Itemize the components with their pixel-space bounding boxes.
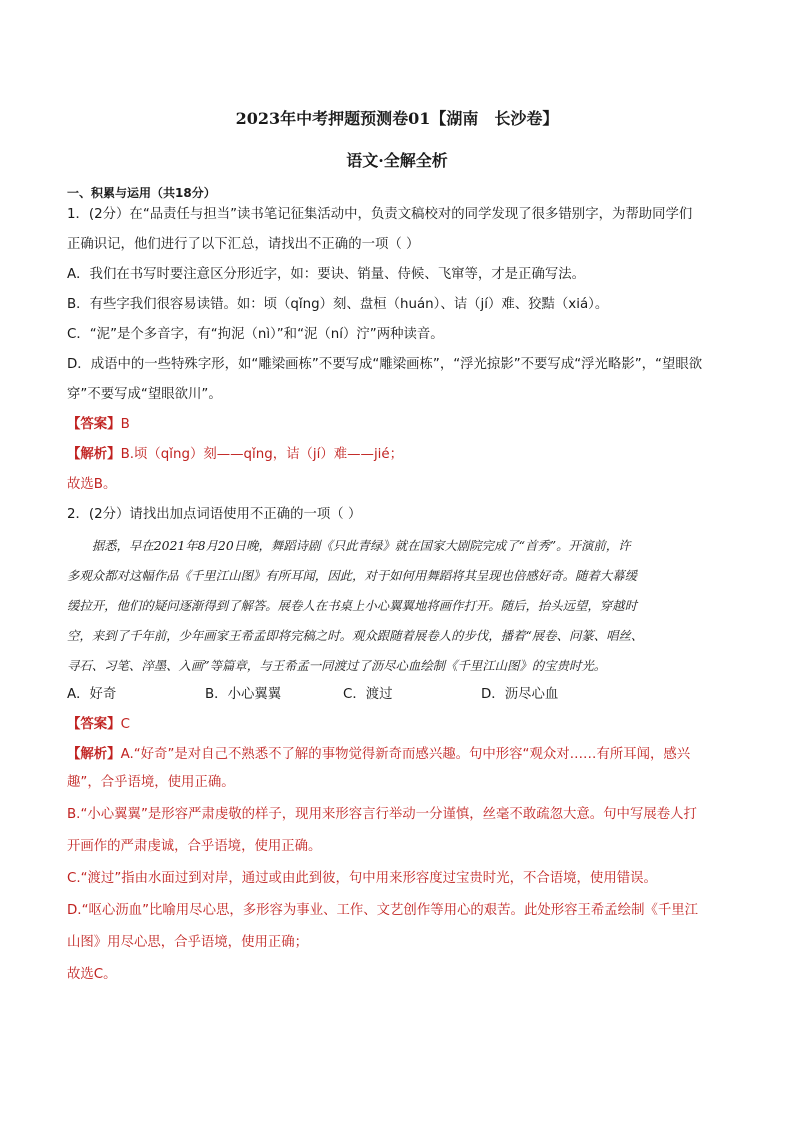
- q2-conclusion: 故选C。: [67, 967, 117, 982]
- q2-option-a: A．好奇: [67, 687, 117, 702]
- analysis-tag: 【解析】: [67, 747, 121, 762]
- analysis-line: B.“小心翼翼”是形容严肃虔敬的样子，现用来形容言行举动一分谨慎，丝毫不敢疏忽大意。句中写展卷人打: [67, 807, 697, 822]
- question-1: [67, 205, 727, 495]
- q1-option-c: C．“泥”是个多音字，有“拘泥（nì）”和“泥（ní）泞”两种读音。: [67, 327, 444, 342]
- q2-option-c: C．渡过: [343, 687, 393, 702]
- q1-option-b: B．有些字我们很容易读错。如：顷（qǐng）刻、盘桓（huán）、诘（jí）难、狡黠（xiá）。: [67, 297, 609, 312]
- analysis-line: 开画作的严肃虔诚，合乎语境，使用正确。: [67, 839, 322, 854]
- q1-analysis: [67, 445, 727, 465]
- q1-answer: [67, 415, 727, 435]
- passage-line: 寻石、习笔、淬墨、入画”等篇章，与王希孟一同渡过了沥尽心血绘制《千里江山图》的宝贵时光。: [67, 658, 607, 673]
- passage-line: 缓拉开，他们的疑问逐渐得到了解答。展卷人在书桌上小心翼翼地将画作打开。随后，抬头远望，穿越时: [67, 598, 637, 613]
- analysis-text: B.顷（qǐng）刻——qǐng，诘（jí）难——jié；: [120, 447, 404, 462]
- question-2: [67, 505, 727, 985]
- analysis-line: C.“渡过”指由水面过到对岸，通过或由此到彼，句中用来形容度过宝贵时光，不合语境，使用错误。: [67, 871, 657, 886]
- q1-option-d-line-1: D．成语中的一些特殊字形，如“雕梁画栋”不要写成“雕梁画栋”，“浮光掠影”不要写成“浮光略影”，“望眼欲: [67, 357, 703, 372]
- passage-line: 多观众都对这幅作品《千里江山图》有所耳闻，因此，对于如何用舞蹈将其呈现也倍感好奇。随着大幕缓: [67, 568, 637, 583]
- passage-line: 空，来到了千年前，少年画家王希孟即将完稿之时。观众跟随着展卷人的步伐，播着“展卷、问篆、唱丝、: [67, 628, 644, 643]
- q2-options: [67, 685, 727, 705]
- answer-tag: 【答案】: [67, 417, 121, 432]
- analysis-line: D.“呕心沥血”比喻用尽心思，多形容为事业、工作、文艺创作等用心的艰苦。此处形容王希孟绘制《千里江: [67, 903, 699, 918]
- q2-stem: 2．(2分）请找出加点词语使用不正确的一项（ ）: [67, 507, 362, 522]
- analysis-line: 趣”，合乎语境，使用正确。: [67, 775, 235, 790]
- q1-stem-line-2: 正确识记，他们进行了以下汇总，请找出不正确的一项（ ）: [67, 237, 420, 252]
- q2-answer: [67, 715, 727, 735]
- q1-option-d-line-2: 穿”不要写成“望眼欲川”。: [67, 387, 222, 402]
- analysis-line: 山图》用尽心思，合乎语境，使用正确；: [67, 935, 309, 950]
- page-subtitle: 语文·全解全析: [346, 151, 448, 170]
- q2-option-b: B．小心翼翼: [205, 687, 282, 702]
- answer-tag: 【答案】: [67, 717, 121, 732]
- q2-analysis-a: [67, 745, 727, 765]
- q2-passage: [67, 535, 727, 676]
- answer-value: B: [120, 417, 130, 432]
- answer-value: C: [120, 717, 130, 732]
- analysis-text: A.“好奇”是对自己不熟悉不了解的事物觉得新奇而感兴趣。句中形容“观众对……有所耳闻，感兴: [120, 747, 691, 762]
- q1-option-a: A．我们在书写时要注意区分形近字，如：要诀、销量、侍候、飞窜等，才是正确写法。: [67, 267, 586, 282]
- passage-line: 据悉，早在2021年8月20日晚，舞蹈诗剧《只此青绿》就在国家大剧院完成了“首秀”。开演前，许: [67, 538, 631, 553]
- document-content: [67, 184, 727, 985]
- analysis-tag: 【解析】: [67, 447, 121, 462]
- q1-stem-line-1: 1．(2分）在“品责任与担当”读书笔记征集活动中，负责文稿校对的同学发现了很多错别字，为帮助同学们: [67, 207, 693, 222]
- page-title: 2023年中考押题预测卷01【湖南 长沙卷】: [235, 109, 559, 128]
- q2-option-d: D．沥尽心血: [481, 687, 559, 702]
- section-heading: 一、积累与运用（共18分）: [67, 186, 216, 200]
- q1-conclusion: 故选B。: [67, 477, 117, 492]
